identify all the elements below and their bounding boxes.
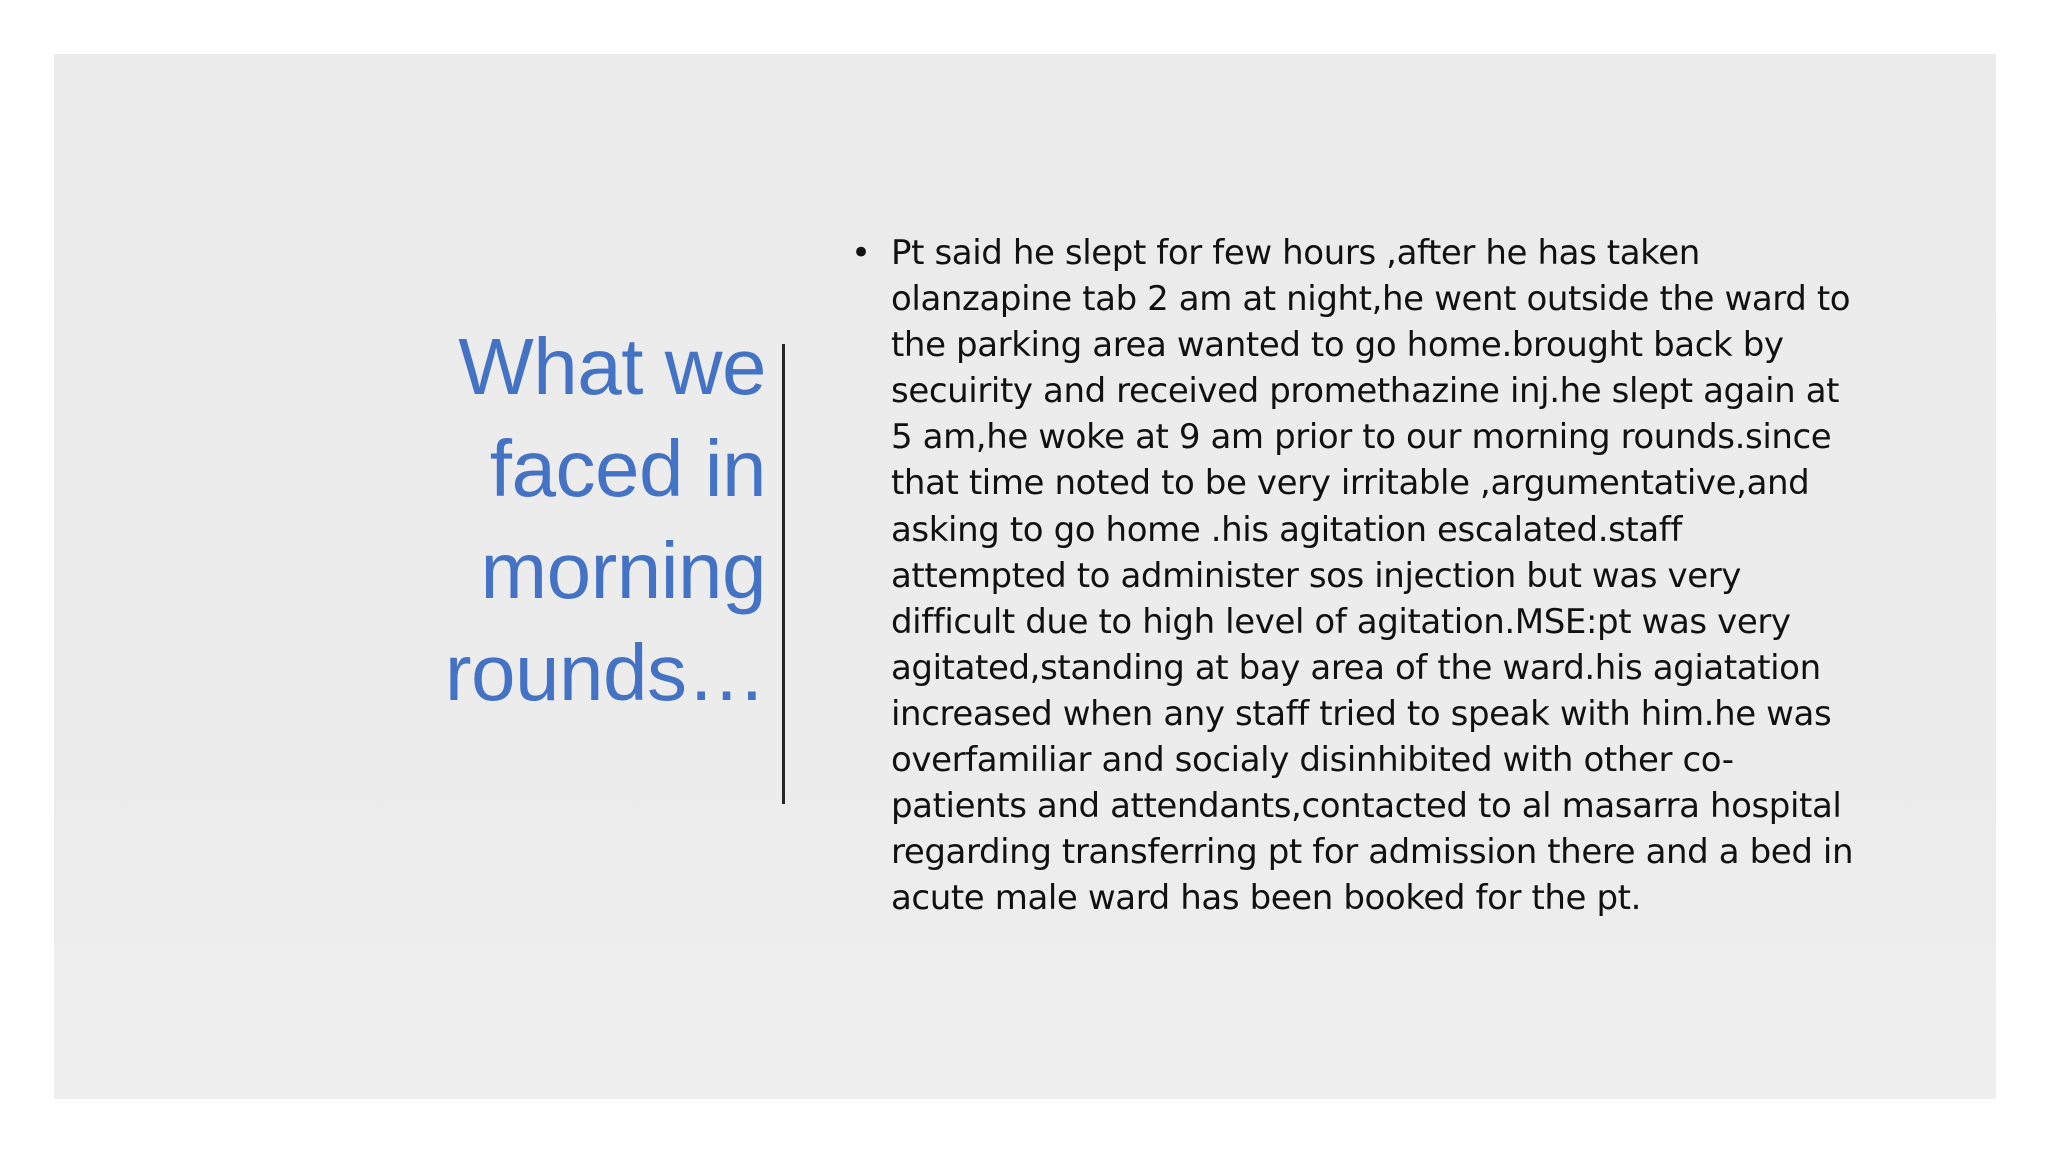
slide — [54, 54, 1996, 1099]
bullet-text: Pt said he slept for few hours ,after he has taken olanzapine tab 2 am at night,he went outside the ward to the parking area wanted to go home.brought back by secuirity and received promethazine inj.he slept again at 5 am,he woke at 9 am prior to our morning rounds.since that time noted to be very irritable ,argumentative,and asking to go home .his agitation escalated.staff attempted to administer sos injection but was very difficult due to high level of agitation.MSE:pt was very agitated,standing at bay area of the ward.his agiatation increased when any staff tried to speak with him.he was overfamiliar and socialy disinhibited with other co- patients and attendants,contacted to al masarra hospital regarding transferring pt for admission there and a bed in acute male ward has been booked for the pt. — [891, 233, 1854, 919]
bullet-item — [851, 230, 1961, 921]
slide-title: What we faced in morning rounds… — [444, 322, 766, 717]
vertical-divider — [782, 344, 785, 804]
bullet-list — [851, 230, 1961, 921]
bullet-dot-icon: • — [851, 233, 871, 273]
